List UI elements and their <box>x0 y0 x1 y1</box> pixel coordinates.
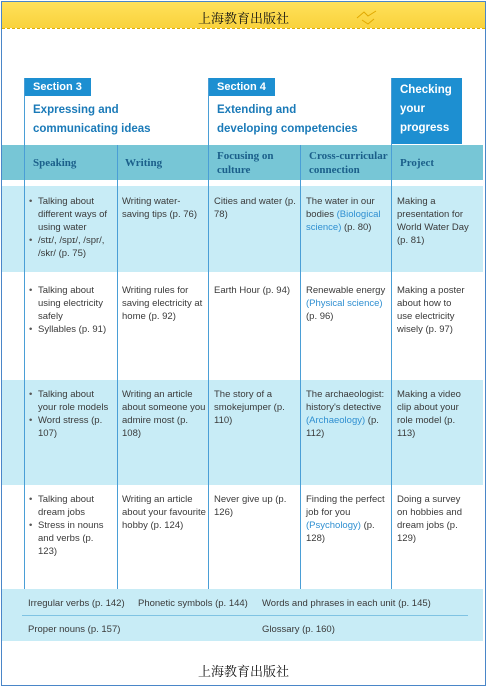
top-banner-edge <box>2 28 485 29</box>
row-1-cross: The water in our bodies (Biological science) (p. 80) <box>306 196 381 233</box>
row-1-speaking <box>29 195 115 260</box>
list-item: • Talking about your role models <box>29 388 115 414</box>
column-divider <box>391 78 392 590</box>
header-project: Project <box>400 157 434 169</box>
header-speaking: Speaking <box>33 157 77 169</box>
glossary-link[interactable]: Glossary (p. 160) <box>262 624 335 635</box>
row-3-speaking <box>29 388 115 440</box>
footer-divider <box>22 615 468 616</box>
column-divider <box>24 78 25 590</box>
subject-link[interactable]: (Psychology) <box>306 520 361 531</box>
list-item: • Syllables (p. 91) <box>29 323 115 336</box>
publisher-footer: 上海教育出版社 <box>197 665 289 680</box>
row-3-culture: The story of a smokejumper (p. 110) <box>214 389 285 426</box>
row-2-project: Making a poster about how to use electricity wisely (p. 97) <box>397 285 465 335</box>
column-divider <box>300 145 301 590</box>
words-phrases-link[interactable]: Words and phrases in each unit (p. 145) <box>262 598 431 609</box>
row-1-culture: Cities and water (p. 78) <box>214 196 296 220</box>
list-item: • Word stress (p. 107) <box>29 414 115 440</box>
row-3-project: Making a video clip about your role model (p. 113) <box>397 389 461 439</box>
header-writing: Writing <box>125 157 163 169</box>
row-4-culture: Never give up (p. 126) <box>214 494 287 518</box>
row-4-project: Doing a survey on hobbies and dream jobs (p. 129) <box>397 494 462 544</box>
row-2-speaking <box>29 284 115 336</box>
column-divider <box>208 78 209 590</box>
row-2-writing: Writing rules for saving electricity at home (p. 92) <box>122 285 203 322</box>
row-1-project: Making a presentation for World Water Day (p. 81) <box>397 196 469 246</box>
row-3-writing: Writing an article about someone you admire most (p. 108) <box>122 389 206 439</box>
section-4-title: Extending and developing competencies <box>217 104 358 135</box>
section-3-title: Expressing and communicating ideas <box>33 104 151 135</box>
irregular-verbs-link[interactable]: Irregular verbs (p. 142) <box>28 598 125 609</box>
section-3-tab: Section 3 <box>25 78 91 96</box>
decoration-icon <box>356 10 378 26</box>
row-2-cross: Renewable energy (Physical science) (p. 96) <box>306 285 386 322</box>
section-4-tab: Section 4 <box>209 78 275 96</box>
list-item: • Stress in nouns and verbs (p. 123) <box>29 519 115 558</box>
subject-link[interactable]: (Archaeology) <box>306 415 366 426</box>
row-2-culture: Earth Hour (p. 94) <box>214 285 291 296</box>
header-focusing-culture: Focusing on culture <box>217 150 274 176</box>
list-item: • /stɪ/, /spɪ/, /spr/, /skr/ (p. 75) <box>29 234 115 260</box>
row-4-speaking <box>29 493 115 558</box>
list-item: • Talking about using electricity safely <box>29 284 115 323</box>
publisher-header: 上海教育出版社 <box>197 12 289 27</box>
column-divider <box>117 145 118 590</box>
subject-link[interactable]: (Physical science) <box>306 298 383 309</box>
row-3-cross: The archaeologist: history's detective (Archaeology) (p. 112) <box>306 389 385 439</box>
row-4-writing: Writing an article about your favourite hobby (p. 124) <box>122 494 206 531</box>
subject-link[interactable]: (Biological science) <box>306 209 381 233</box>
header-cross-curricular: Cross-curricular connection <box>309 150 388 176</box>
phonetic-symbols-link[interactable]: Phonetic symbols (p. 144) <box>138 598 248 609</box>
row-4-cross: Finding the perfect job for you (Psychology) (p. 128) <box>306 494 385 544</box>
row-1-writing: Writing water-saving tips (p. 76) <box>122 196 197 220</box>
list-item: • Talking about dream jobs <box>29 493 115 519</box>
list-item: • Talking about different ways of using water <box>29 195 115 234</box>
checking-progress-heading: Checking your progress <box>392 78 462 144</box>
proper-nouns-link[interactable]: Proper nouns (p. 157) <box>28 624 121 635</box>
